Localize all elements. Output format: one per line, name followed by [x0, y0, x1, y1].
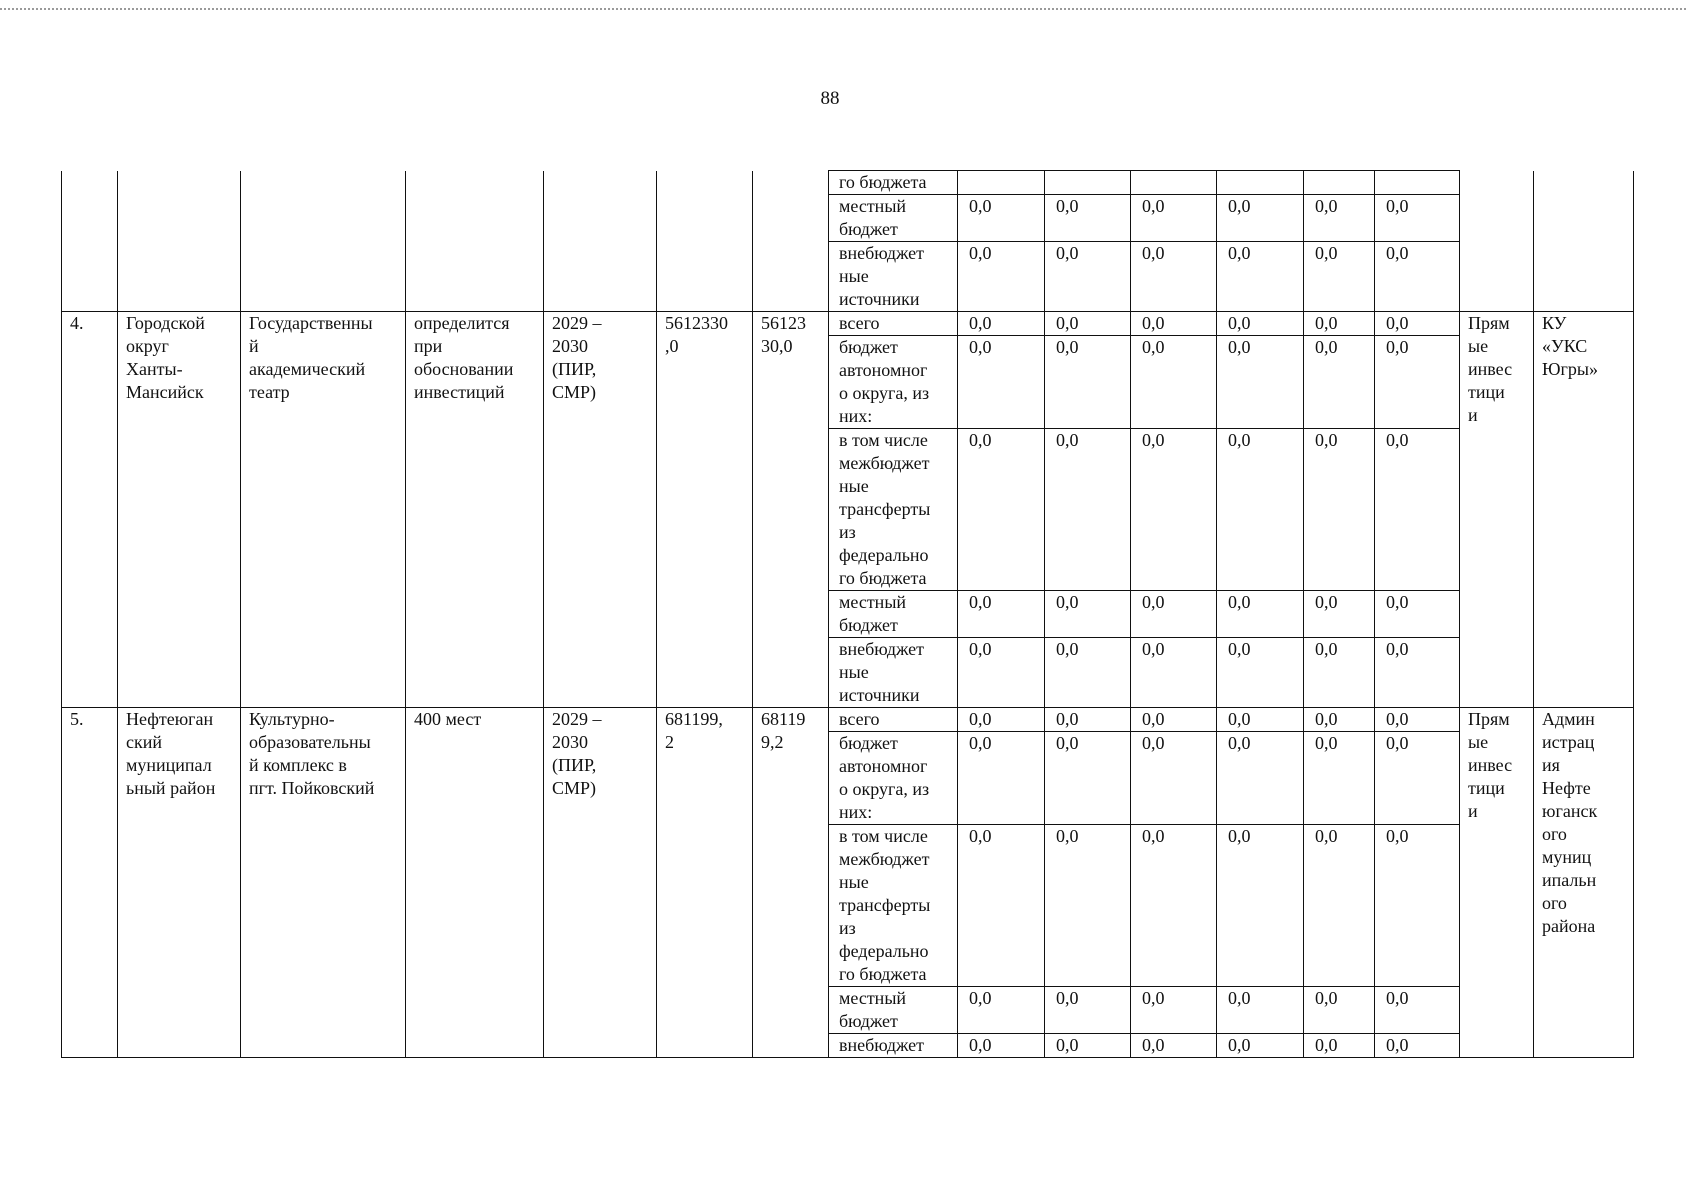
funding-year-value: 0,0: [1375, 825, 1460, 987]
funding-year-value: [1217, 171, 1304, 195]
funding-year-value: 0,0: [958, 708, 1045, 732]
funding-source-label: местный бюджет: [829, 195, 958, 242]
funding-year-value: 0,0: [1045, 591, 1131, 638]
funding-year-value: 0,0: [958, 638, 1045, 708]
funding-year-value: [1375, 171, 1460, 195]
funding-year-value: 0,0: [1217, 1034, 1304, 1058]
funding-year-value: 0,0: [1131, 312, 1217, 336]
funding-year-value: 0,0: [1375, 312, 1460, 336]
funding-year-value: 0,0: [1045, 825, 1131, 987]
investment-type-cell: Прям ые инвес тици и: [1460, 312, 1534, 708]
funding-year-value: 0,0: [1304, 429, 1375, 591]
funding-year-value: 0,0: [1375, 638, 1460, 708]
funding-year-value: 0,0: [1131, 429, 1217, 591]
funding-year-value: 0,0: [1217, 708, 1304, 732]
funding-year-value: 0,0: [1131, 732, 1217, 825]
funding-year-value: 0,0: [1375, 195, 1460, 242]
funding-year-value: 0,0: [1131, 638, 1217, 708]
empty-continuation-cell: [118, 171, 241, 312]
funding-year-value: 0,0: [1045, 708, 1131, 732]
empty-continuation-cell: [1534, 171, 1634, 312]
funding-source-label: бюджет автономног о округа, из них:: [829, 732, 958, 825]
funding-year-value: 0,0: [1375, 591, 1460, 638]
funding-source-label: всего: [829, 708, 958, 732]
funding-year-value: 0,0: [1304, 195, 1375, 242]
empty-continuation-cell: [1460, 171, 1534, 312]
funding-year-value: 0,0: [1045, 1034, 1131, 1058]
funding-year-value: 0,0: [1045, 638, 1131, 708]
empty-continuation-cell: [406, 171, 544, 312]
funding-year-value: 0,0: [1045, 429, 1131, 591]
funding-year-value: 0,0: [1304, 732, 1375, 825]
period-cell: 2029 – 2030 (ПИР, СМР): [544, 312, 657, 708]
funding-year-value: 0,0: [1131, 825, 1217, 987]
investment-table: [61, 170, 1634, 1058]
funding-year-value: 0,0: [958, 242, 1045, 312]
empty-continuation-cell: [657, 171, 753, 312]
funding-year-value: [1304, 171, 1375, 195]
funding-year-value: 0,0: [1375, 732, 1460, 825]
funding-year-value: 0,0: [1375, 429, 1460, 591]
funding-year-value: 0,0: [1304, 591, 1375, 638]
funding-source-label: внебюджет: [829, 1034, 958, 1058]
funding-source-label: бюджет автономног о округа, из них:: [829, 336, 958, 429]
funding-year-value: 0,0: [958, 591, 1045, 638]
table-row: [62, 708, 1634, 732]
funding-year-value: 0,0: [958, 1034, 1045, 1058]
remaining-cost-cell: 68119 9,2: [753, 708, 829, 1058]
table-row: [62, 312, 1634, 336]
funding-year-value: 0,0: [1304, 987, 1375, 1034]
capacity-cell: определится при обосновании инвестиций: [406, 312, 544, 708]
empty-continuation-cell: [241, 171, 406, 312]
funding-year-value: 0,0: [1131, 336, 1217, 429]
object-name-cell: Государственны й академический театр: [241, 312, 406, 708]
funding-year-value: 0,0: [1304, 1034, 1375, 1058]
funding-year-value: [1045, 171, 1131, 195]
funding-year-value: 0,0: [958, 195, 1045, 242]
funding-year-value: 0,0: [1304, 825, 1375, 987]
funding-year-value: 0,0: [1375, 708, 1460, 732]
funding-year-value: 0,0: [1131, 591, 1217, 638]
funding-year-value: 0,0: [1217, 732, 1304, 825]
funding-year-value: 0,0: [958, 312, 1045, 336]
funding-year-value: 0,0: [1217, 242, 1304, 312]
object-name-cell: Культурно- образовательны й комплекс в пгт. Пойковский: [241, 708, 406, 1058]
funding-year-value: 0,0: [1375, 1034, 1460, 1058]
funding-source-label: внебюджет ные источники: [829, 242, 958, 312]
funding-year-value: 0,0: [1045, 195, 1131, 242]
municipality-cell: Городской округ Ханты- Мансийск: [118, 312, 241, 708]
funding-year-value: [1131, 171, 1217, 195]
row-number: 4.: [62, 312, 118, 708]
funding-year-value: 0,0: [1131, 1034, 1217, 1058]
municipality-cell: Нефтеюган ский муниципал ьный район: [118, 708, 241, 1058]
funding-source-label: в том числе межбюджет ные трансферты из федерально го бюджета: [829, 825, 958, 987]
capacity-cell: 400 мест: [406, 708, 544, 1058]
empty-continuation-cell: [753, 171, 829, 312]
funding-source-label: местный бюджет: [829, 591, 958, 638]
funding-year-value: 0,0: [1045, 242, 1131, 312]
funding-year-value: 0,0: [1375, 242, 1460, 312]
funding-year-value: 0,0: [1304, 312, 1375, 336]
funding-year-value: 0,0: [1217, 825, 1304, 987]
funding-year-value: 0,0: [958, 825, 1045, 987]
funding-year-value: 0,0: [1045, 312, 1131, 336]
page-number: 88: [820, 88, 840, 109]
funding-year-value: 0,0: [958, 429, 1045, 591]
table-row-continuation: [62, 171, 1634, 195]
total-cost-cell: 681199, 2: [657, 708, 753, 1058]
funding-year-value: 0,0: [1217, 429, 1304, 591]
funding-source-label: всего: [829, 312, 958, 336]
empty-continuation-cell: [544, 171, 657, 312]
funding-year-value: 0,0: [1045, 336, 1131, 429]
funding-year-value: 0,0: [1375, 987, 1460, 1034]
funding-source-label: в том числе межбюджет ные трансферты из федерально го бюджета: [829, 429, 958, 591]
funding-year-value: 0,0: [1217, 312, 1304, 336]
total-cost-cell: 5612330 ,0: [657, 312, 753, 708]
funding-year-value: 0,0: [1304, 638, 1375, 708]
funding-year-value: 0,0: [1131, 987, 1217, 1034]
funding-year-value: 0,0: [1131, 708, 1217, 732]
funding-year-value: 0,0: [1304, 708, 1375, 732]
funding-year-value: 0,0: [1045, 732, 1131, 825]
funding-source-label: внебюджет ные источники: [829, 638, 958, 708]
funding-year-value: [958, 171, 1045, 195]
row-number: 5.: [62, 708, 118, 1058]
operator-cell: Админ истрац ия Нефте юганск ого муниц ипальн ого района: [1534, 708, 1634, 1058]
empty-continuation-cell: [62, 171, 118, 312]
funding-year-value: 0,0: [958, 987, 1045, 1034]
funding-year-value: 0,0: [1304, 242, 1375, 312]
period-cell: 2029 – 2030 (ПИР, СМР): [544, 708, 657, 1058]
funding-year-value: 0,0: [1304, 336, 1375, 429]
funding-year-value: 0,0: [1375, 336, 1460, 429]
funding-year-value: 0,0: [1217, 591, 1304, 638]
scan-edge-line: [0, 8, 1686, 10]
funding-year-value: 0,0: [958, 336, 1045, 429]
investment-type-cell: Прям ые инвес тици и: [1460, 708, 1534, 1058]
funding-year-value: 0,0: [1217, 987, 1304, 1034]
funding-year-value: 0,0: [1217, 195, 1304, 242]
operator-cell: КУ «УКС Югры»: [1534, 312, 1634, 708]
funding-year-value: 0,0: [958, 732, 1045, 825]
funding-year-value: 0,0: [1131, 195, 1217, 242]
remaining-cost-cell: 56123 30,0: [753, 312, 829, 708]
funding-year-value: 0,0: [1217, 638, 1304, 708]
funding-year-value: 0,0: [1217, 336, 1304, 429]
funding-source-label: го бюджета: [829, 171, 958, 195]
funding-year-value: 0,0: [1131, 242, 1217, 312]
funding-year-value: 0,0: [1045, 987, 1131, 1034]
funding-source-label: местный бюджет: [829, 987, 958, 1034]
